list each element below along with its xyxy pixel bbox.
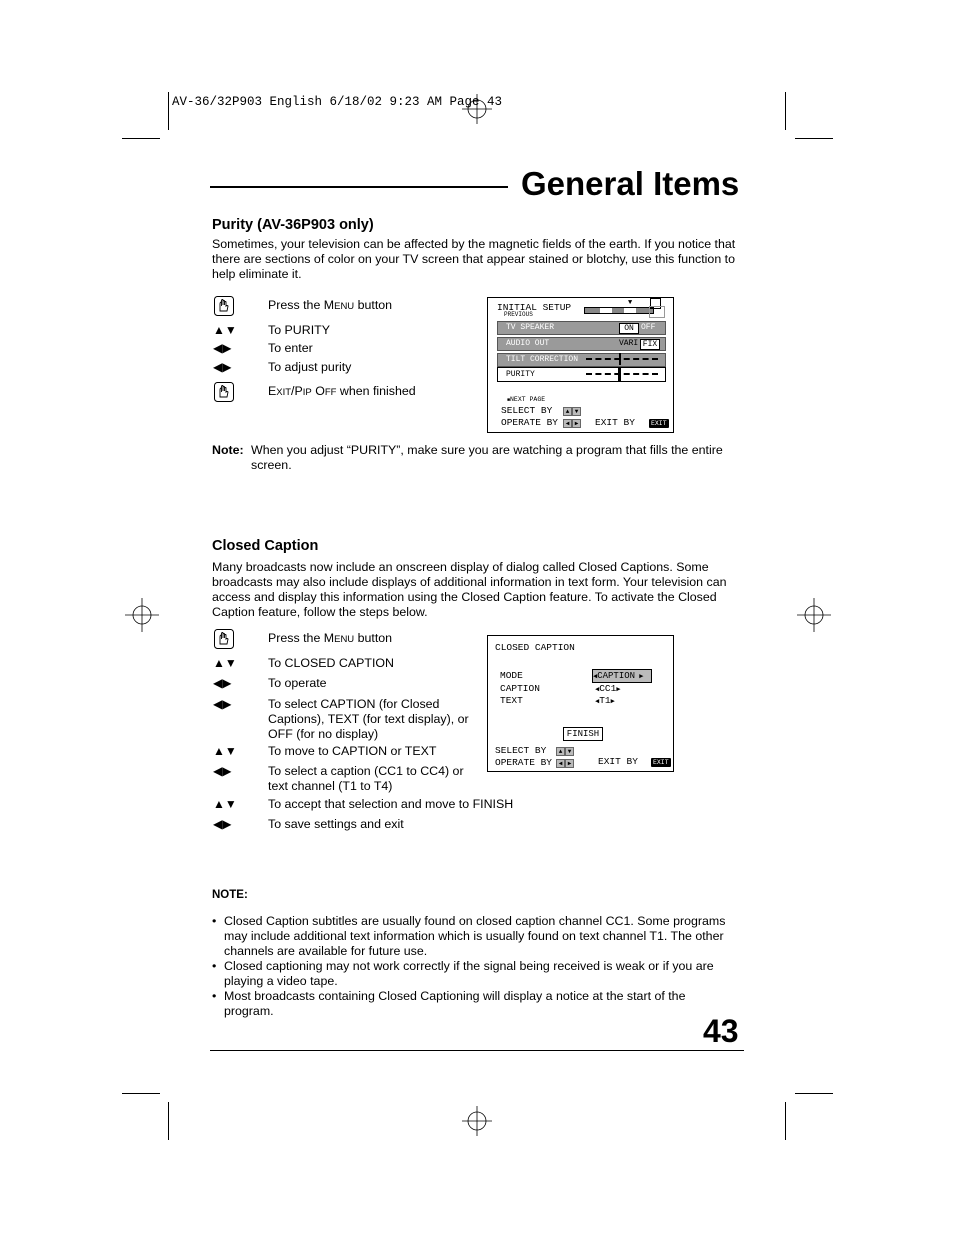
right-button-icon: ▶ bbox=[565, 759, 574, 768]
up-down-arrow-icon: ▲▼ bbox=[213, 797, 237, 811]
box-icon-shadow bbox=[649, 306, 665, 318]
screen-title: CLOSED CAPTION bbox=[495, 642, 575, 653]
initial-setup-screen bbox=[487, 297, 674, 433]
operate-by: OPERATE BY bbox=[495, 757, 553, 768]
exit-badge: EXIT bbox=[651, 420, 667, 427]
exit-by: EXIT BY bbox=[598, 756, 638, 767]
select-by: SELECT BY bbox=[495, 745, 547, 756]
down-button-icon: ▼ bbox=[572, 407, 581, 416]
mode-value bbox=[592, 669, 652, 683]
up-button-icon: ▲ bbox=[556, 747, 565, 756]
cc-step-8: To save settings and exit bbox=[268, 817, 404, 831]
crop-mark bbox=[785, 92, 786, 130]
next-page-text: NEXT PAGE bbox=[510, 396, 546, 403]
left-arrow-icon: ◀ bbox=[593, 673, 598, 681]
crop-mark bbox=[795, 138, 833, 139]
left-right-arrow-icon: ◀▶ bbox=[213, 341, 232, 355]
crop-mark bbox=[168, 92, 169, 130]
row-label: AUDIO OUT bbox=[506, 339, 550, 348]
page-indicator bbox=[584, 307, 654, 314]
text-label: TEXT bbox=[500, 695, 523, 706]
page-indicator-segment bbox=[624, 308, 636, 313]
left-right-arrow-icon: ◀▶ bbox=[213, 764, 232, 778]
purity-step-5: EXIT/PIP OFF when finished bbox=[268, 384, 416, 398]
option-vari: VARI bbox=[619, 339, 639, 348]
crop-mark bbox=[122, 138, 160, 139]
crop-mark bbox=[168, 1102, 169, 1140]
operate-by: OPERATE BY bbox=[501, 417, 559, 428]
print-slug: AV-36/32P903 English 6/18/02 9:23 AM Page 43 bbox=[172, 95, 503, 109]
next-page-label bbox=[507, 396, 545, 403]
purity-heading: Purity (AV-36P903 only) bbox=[212, 217, 374, 233]
exit-by: EXIT BY bbox=[595, 417, 635, 428]
mode-label: MODE bbox=[500, 670, 523, 681]
title-rule bbox=[210, 186, 508, 188]
purity-note: When you adjust “PURITY”, make sure you are watching a program that fills the entire screen. bbox=[251, 443, 723, 472]
option-fix: FIX bbox=[640, 339, 660, 350]
option-off: OFF bbox=[641, 323, 656, 332]
caption-label: CAPTION bbox=[500, 683, 540, 694]
down-button-icon: ▼ bbox=[565, 747, 574, 756]
bullet-dot: • bbox=[212, 959, 217, 973]
cc-step-7: To accept that selection and move to FINISH bbox=[268, 797, 514, 811]
registration-mark-icon bbox=[125, 598, 159, 632]
note-item-3: Most broadcasts containing Closed Captioning will display a notice at the start of the program. bbox=[224, 989, 686, 1018]
purity-step-2: To PURITY bbox=[268, 323, 330, 337]
text-value bbox=[595, 695, 615, 706]
left-arrow-icon: ◀ bbox=[595, 686, 600, 694]
purity-step-3: To enter bbox=[268, 341, 313, 355]
caption-value-text: CC1 bbox=[599, 683, 617, 694]
cc-step-5: To move to CAPTION or TEXT bbox=[268, 744, 437, 758]
right-button-icon: ▶ bbox=[572, 419, 581, 428]
purity-slider bbox=[586, 373, 658, 375]
right-arrow-icon: ▶ bbox=[635, 673, 644, 681]
row-label: TV SPEAKER bbox=[506, 323, 555, 332]
purity-slider-thumb bbox=[618, 367, 621, 381]
caption-value bbox=[595, 683, 621, 694]
up-down-arrow-icon: ▲▼ bbox=[213, 323, 237, 337]
screen-previous: PREVIOUS bbox=[504, 311, 533, 318]
hand-press-icon bbox=[214, 382, 234, 402]
crop-mark bbox=[785, 1102, 786, 1140]
finish-button: FINISH bbox=[563, 727, 603, 741]
crop-mark bbox=[795, 1093, 833, 1094]
hand-press-icon bbox=[214, 296, 234, 316]
registration-mark-icon bbox=[462, 1106, 492, 1136]
bottom-rule bbox=[210, 1050, 744, 1051]
page-number: 43 bbox=[703, 1013, 739, 1049]
right-arrow-icon: ▶ bbox=[610, 698, 615, 706]
right-arrow-icon: ▶ bbox=[616, 686, 621, 694]
up-button-icon: ▲ bbox=[563, 407, 572, 416]
left-arrow-icon: ◀ bbox=[595, 698, 600, 706]
note-label: Note: bbox=[212, 443, 244, 457]
triangle-down-icon: ▼ bbox=[628, 299, 633, 307]
note-heading: NOTE: bbox=[212, 889, 248, 901]
next-square-icon: ■ bbox=[507, 397, 511, 403]
purity-intro: Sometimes, your television can be affected by the magnetic fields of the earth. If you notice that there are sections of color on your TV screen that appear stained or blotchy, use this function to help eliminate it. bbox=[212, 237, 736, 281]
page-title: General Items bbox=[521, 165, 740, 202]
left-button-icon: ◀ bbox=[563, 419, 572, 428]
screen-title: INITIAL SETUP bbox=[497, 302, 572, 313]
cc-intro: Many broadcasts now include an onscreen display of dialog called Closed Captions. Some broadcasts may also include displays of additional information in text form. Your television can access and display this information using the Closed Caption feature. To activate the Closed Caption feature, follow the steps below. bbox=[212, 560, 727, 619]
exit-badge: EXIT bbox=[653, 759, 669, 766]
select-by: SELECT BY bbox=[501, 405, 553, 416]
left-right-arrow-icon: ◀▶ bbox=[213, 676, 232, 690]
left-right-arrow-icon: ◀▶ bbox=[213, 817, 232, 831]
left-right-arrow-icon: ◀▶ bbox=[213, 360, 232, 374]
purity-step-1: Press the MENU button bbox=[268, 298, 393, 312]
bullet-dot: • bbox=[212, 989, 217, 1003]
bullet-dot: • bbox=[212, 914, 217, 928]
row-label: PURITY bbox=[506, 370, 535, 379]
tilt-slider-thumb bbox=[619, 353, 621, 365]
note-item-2: Closed captioning may not work correctly if the signal being received is weak or if you are playing a video tape. bbox=[224, 959, 714, 988]
purity-step-4: To adjust purity bbox=[268, 360, 352, 374]
note-item-1: Closed Caption subtitles are usually found on closed caption channel CC1. Some programs may include additional text information which is usually found on text channel T1. The other channels are available for future use. bbox=[224, 914, 726, 958]
cc-heading: Closed Caption bbox=[212, 538, 319, 554]
cc-step-3: To operate bbox=[268, 676, 327, 690]
tilt-slider bbox=[586, 358, 658, 360]
registration-mark-icon bbox=[797, 598, 831, 632]
cc-step-4: To select CAPTION (for Closed Captions), TEXT (for text display), or OFF (for no display) bbox=[268, 697, 469, 741]
cc-step-2: To CLOSED CAPTION bbox=[268, 656, 394, 670]
left-right-arrow-icon: ◀▶ bbox=[213, 697, 232, 711]
mode-value-text: CAPTION bbox=[597, 671, 636, 681]
up-down-arrow-icon: ▲▼ bbox=[213, 744, 237, 758]
row-label: TILT CORRECTION bbox=[506, 355, 579, 364]
cc-step-1: Press the MENU button bbox=[268, 631, 393, 645]
up-down-arrow-icon: ▲▼ bbox=[213, 656, 237, 670]
page-indicator-segment bbox=[600, 308, 612, 313]
closed-caption-screen bbox=[487, 635, 674, 772]
option-on: ON bbox=[619, 323, 639, 334]
registration-mark-icon bbox=[462, 94, 492, 124]
hand-press-icon bbox=[214, 629, 234, 649]
crop-mark bbox=[122, 1093, 160, 1094]
left-button-icon: ◀ bbox=[556, 759, 565, 768]
text-value-text: T1 bbox=[599, 695, 611, 706]
cc-step-6: To select a caption (CC1 to CC4) or text channel (T1 to T4) bbox=[268, 764, 464, 793]
